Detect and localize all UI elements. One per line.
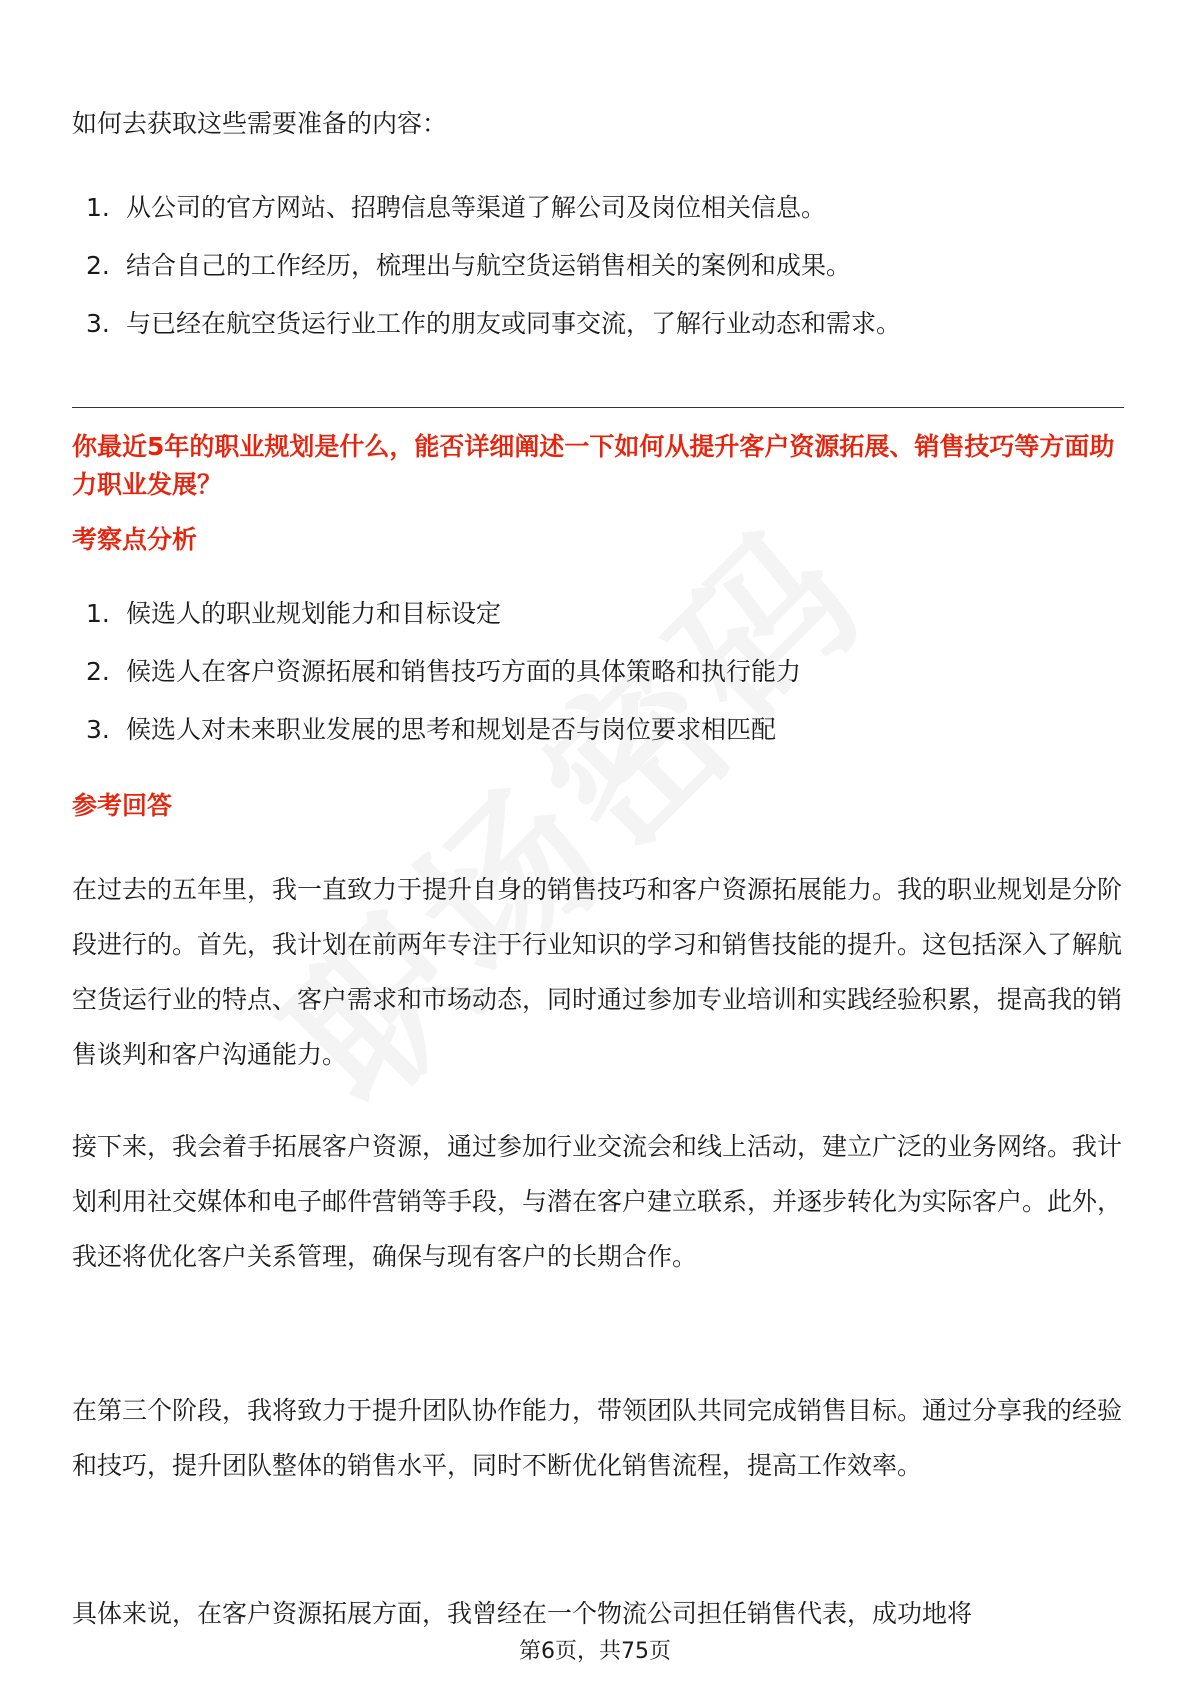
analysis-heading: 考察点分析 xyxy=(72,525,198,554)
list-item-text: 与已经在航空货运行业工作的朋友或同事交流，了解行业动态和需求。 xyxy=(126,309,902,338)
list-number: 3. xyxy=(86,309,110,338)
answer-paragraph: 在第三个阶段，我将致力于提升团队协作能力，带领团队共同完成销售目标。通过分享我的经验和技巧，提升团队整体的销售水平，同时不断优化销售流程，提高工作效率。 xyxy=(72,1396,1123,1480)
list-item-text: 结合自己的工作经历，梳理出与航空货运销售相关的案例和成果。 xyxy=(126,251,852,280)
list-number: 2. xyxy=(86,251,110,280)
list-number: 1. xyxy=(86,599,110,628)
answer-paragraph: 接下来，我会着手拓展客户资源，通过参加行业交流会和线上活动，建立广泛的业务网络。我计划利用社交媒体和电子邮件营销等手段，与潜在客户建立联系，并逐步转化为实际客户。此外，我还将优化客户关系管理，确保与现有客户的长期合作。 xyxy=(72,1132,1123,1271)
list-item xyxy=(72,654,1122,712)
list-item-text: 候选人对未来职业发展的思考和规划是否与岗位要求相匹配 xyxy=(126,715,777,744)
answer-paragraph: 在过去的五年里，我一直致力于提升自身的销售技巧和客户资源拓展能力。我的职业规划是分阶段进行的。首先，我计划在前两年专注于行业知识的学习和销售技能的提升。这包括深入了解航空货运行业的特点、客户需求和市场动态，同时通过参加专业培训和实践经验积累，提高我的销售谈判和客户沟通能力。 xyxy=(72,875,1123,1069)
list-number: 3. xyxy=(86,715,110,744)
question-title: 你最近5年的职业规划是什么，能否详细阐述一下如何从提升客户资源拓展、销售技巧等方面助力职业发展？ xyxy=(72,432,1115,499)
intro-text: 如何去获取这些需要准备的内容： xyxy=(72,109,448,138)
list-item-text: 候选人的职业规划能力和目标设定 xyxy=(126,599,502,628)
list-item xyxy=(72,306,1122,364)
list-number: 1. xyxy=(86,193,110,222)
answer-heading: 参考回答 xyxy=(72,791,173,820)
list-number: 2. xyxy=(86,657,110,686)
list-item xyxy=(72,712,1122,770)
list-item xyxy=(72,248,1122,306)
prep-list xyxy=(72,190,1122,364)
answer-paragraph: 具体来说，在客户资源拓展方面，我曾经在一个物流公司担任销售代表，成功地将 xyxy=(72,1599,973,1628)
list-item-text: 从公司的官方网站、招聘信息等渠道了解公司及岗位相关信息。 xyxy=(126,193,827,222)
list-item xyxy=(72,190,1122,248)
page-number: 第6页，共75页 xyxy=(519,1639,671,1664)
section-divider xyxy=(72,407,1124,408)
list-item-text: 候选人在客户资源拓展和销售技巧方面的具体策略和执行能力 xyxy=(126,657,802,686)
list-item xyxy=(72,596,1122,654)
analysis-list xyxy=(72,596,1122,770)
